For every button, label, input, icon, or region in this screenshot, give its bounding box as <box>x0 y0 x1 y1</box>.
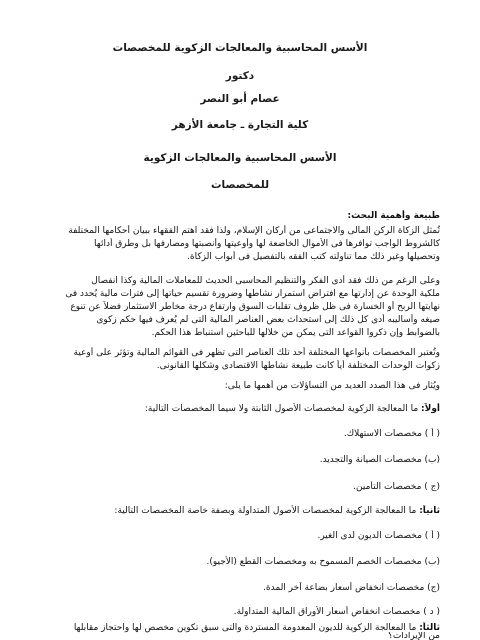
question-3-label: ثالثاً: <box>419 623 440 633</box>
question-2 <box>40 505 440 517</box>
question-2-text: ما المعالجة الزكوية لمخصصات الأصول المتداولة وبصفة خاصة المخصصات التالية: <box>114 506 420 516</box>
question-1-item: (ب) مخصصات الصيانة والتجديد. <box>319 455 440 465</box>
section-heading: طبيعة وأهمية البحث: <box>347 211 440 221</box>
document-title: الأسس المحاسبية والمعالجات الزكوية للمخصصات <box>112 42 368 54</box>
paragraph-2-line: صيغه وأساليبه أدى كل ذلك إلى استحداث بعض العناصر المالية التى لم يُعرف فيها حكم زكوى <box>96 315 440 325</box>
subtitle-line-2: للمخصصات <box>210 179 270 191</box>
paragraph-2-line: بالضوابط وإن ذكروا القواعد التى يمكن من خلالها للباحثين استنباط هذا الحكم. <box>151 328 440 338</box>
paragraph-1-line: وتحصيلها وغير ذلك مما تناولته كتب الفقه بالتفصيل فى أبواب الزكاة. <box>187 252 440 262</box>
question-1-label: أولاً: <box>421 404 440 414</box>
paragraph-1-line: كالشروط الواجب توافرها فى الأموال الخاضعة لها وأوعيتها وأنصبتها ومصارفها بل وطرق أدائها <box>94 239 440 249</box>
question-2-item: ( د ) مخصصات انخفاض أسعار الأوراق المالية المتداولة. <box>233 607 440 617</box>
subtitle-line-1: الأسس المحاسبية والمعالجات الزكوية <box>143 152 337 164</box>
paragraph-3-line: وتُعتبر المخصصات بأنواعها المختلفة أحد تلك العناصر التى تظهر فى القوائم المالية وتؤثر على أوعية <box>73 348 440 358</box>
question-1-item: ( أ ) مخصصات الاستهلاك. <box>343 429 440 439</box>
paragraph-2-line: ملكية الوحدة عن إدارتها مع افتراض استمرار نشاطها وضرورة تقسيم حياتها إلى فترات مالية يُحدد فى <box>65 289 440 299</box>
author-name: عصام أبو النصر <box>200 93 280 105</box>
paragraph-2-line: نهايتها الربح أو الخسارة فى ظل ظروف تقلبات السوق وارتفاع درجة مخاطر الاستثمار فضلاً عن تنوع <box>70 302 440 312</box>
question-2-label: ثانياً: <box>419 506 440 516</box>
question-2-item: ( أ ) مخصصات الديون لدى الغير. <box>317 531 440 541</box>
paragraph-2-line: وعلى الرغم من ذلك فقد أدى الفكر والتنظيم المحاسبى الحديث للمعاملات المالية وكذا انفصال <box>91 276 440 286</box>
question-1-text: ما المعالجة الزكوية لمخصصات الأصول الثابتة ولا سيما المخصصات التالية: <box>144 404 422 414</box>
question-2-item: (ب) مخصصات الخصم المسموح به ومخصصات القطع (الأجيو). <box>206 557 440 567</box>
question-3-continued: من الإيرادات؟ <box>388 632 440 640</box>
question-1-item: (ج ) مخصصات التأمين. <box>353 482 440 492</box>
affiliation: كلية التجارة ـ جامعة الأزهر <box>171 119 309 131</box>
paragraph-3-line: زكوات الوحدات المختلفة أياً كانت طبيعة نشاطها الاقتصادى وشكلها القانونى. <box>156 361 440 371</box>
author-title: دكتور <box>225 70 255 82</box>
question-1 <box>40 403 440 415</box>
question-2-item: (ج) مخصصات انخفاض أسعار بضاعة آخر المدة. <box>263 583 440 593</box>
question-3-text: ما المعالجة الزكوية للديون المعدومة المستردة والتى سبق تكوين مخصص لها واحتجاز مقابلها <box>73 623 420 633</box>
paragraph-4: ويُثار فى هذا الصدد العديد من التساؤلات من أهمها ما يلى: <box>224 381 440 391</box>
paragraph-1-line: تُمثل الزكاة الركن المالى والاجتماعى من أركان الإسلام، ولذا فقد اهتم الفقهاء ببيان أحكامها المختلفة <box>68 226 440 236</box>
